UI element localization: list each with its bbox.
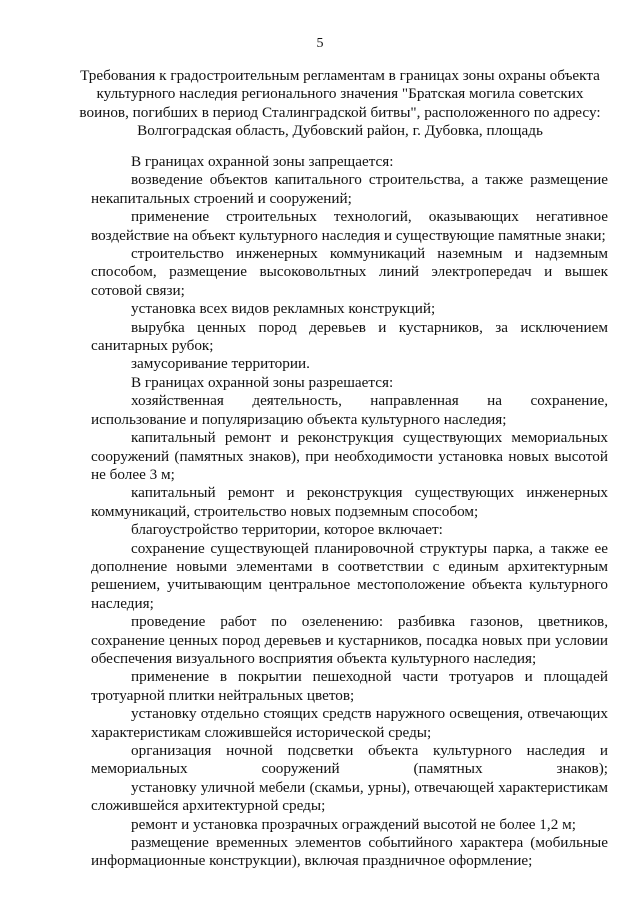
document-body	[91, 153, 608, 871]
paragraph: размещение временных элементов событийного характера (мобильные информационные конструкции), включая праздничное оформление;	[91, 834, 608, 870]
title-line: культурного наследия регионального значения "Братская могила советских	[96, 85, 584, 103]
paragraph: установку отдельно стоящих средств наружного освещения, отвечающих характеристикам сложившейся исторической среды;	[91, 705, 608, 741]
paragraph: установка всех видов рекламных конструкций;	[131, 300, 436, 318]
paragraph: благоустройство территории, которое включает:	[131, 521, 443, 539]
paragraph: капитальный ремонт и реконструкция существующих инженерных коммуникаций, строительство новых подземным способом;	[91, 484, 608, 520]
paragraph: применение строительных технологий, оказывающих негативное воздействие на объект культурного наследия и существующие памятные знаки;	[91, 208, 608, 244]
paragraph: хозяйственная деятельность, направленная на сохранение, использование и популяризацию объекта культурного наследия;	[91, 392, 608, 428]
paragraph: вырубка ценных пород деревьев и кустарников, за исключением санитарных рубок;	[91, 318, 608, 355]
title-line: Волгоградская область, Дубовский район, г. Дубовка, площадь	[137, 122, 543, 140]
paragraph: применение в покрытии пешеходной части тротуаров и площадей тротуарной плитки нейтральных цветов;	[91, 668, 608, 704]
paragraph: организация ночной подсветки объекта культурного наследия и мемориальных сооружений (памятных знаков);	[91, 742, 608, 778]
title-line: Требования к градостроительным регламентам в границах зоны охраны объекта	[80, 67, 600, 84]
page-number: 5	[316, 36, 324, 51]
document-title	[60, 67, 620, 141]
paragraph: установку уличной мебели (скамьи, урны), отвечающей характеристикам сложившейся архитектурной среды;	[91, 778, 608, 815]
paragraph: проведение работ по озеленению: разбивка газонов, цветников, сохранение ценных пород деревьев и кустарников, посадка новых при условии обеспечения визуального восприятия объекта культурного наследия;	[91, 613, 608, 667]
paragraph: возведение объектов капитального строительства, а также размещение некапитальных строений и сооружений;	[91, 171, 608, 207]
paragraph: замусоривание территории.	[131, 355, 310, 373]
paragraph: сохранение существующей планировочной структуры парка, а также ее дополнение новыми элементами в соответствии с единым архитектурным решением, учитывающим центральное местоположение объекта культурного наследия;	[91, 539, 608, 612]
paragraph: капитальный ремонт и реконструкция существующих мемориальных сооружений (памятных знаков), при необходимости установка новых высотой не более 3 м;	[91, 429, 608, 483]
paragraph: ремонт и установка прозрачных ограждений высотой не более 1,2 м;	[131, 815, 576, 833]
paragraph: В границах охранной зоны запрещается:	[131, 153, 394, 170]
paragraph: строительство инженерных коммуникаций наземным и надземным способом, размещение высоковольтных линий электропередач и вышек сотовой связи;	[91, 245, 608, 299]
paragraph: В границах охранной зоны разрешается:	[131, 373, 394, 391]
title-line: воинов, погибших в период Сталинградской битвы", расположенного по адресу:	[79, 103, 601, 121]
